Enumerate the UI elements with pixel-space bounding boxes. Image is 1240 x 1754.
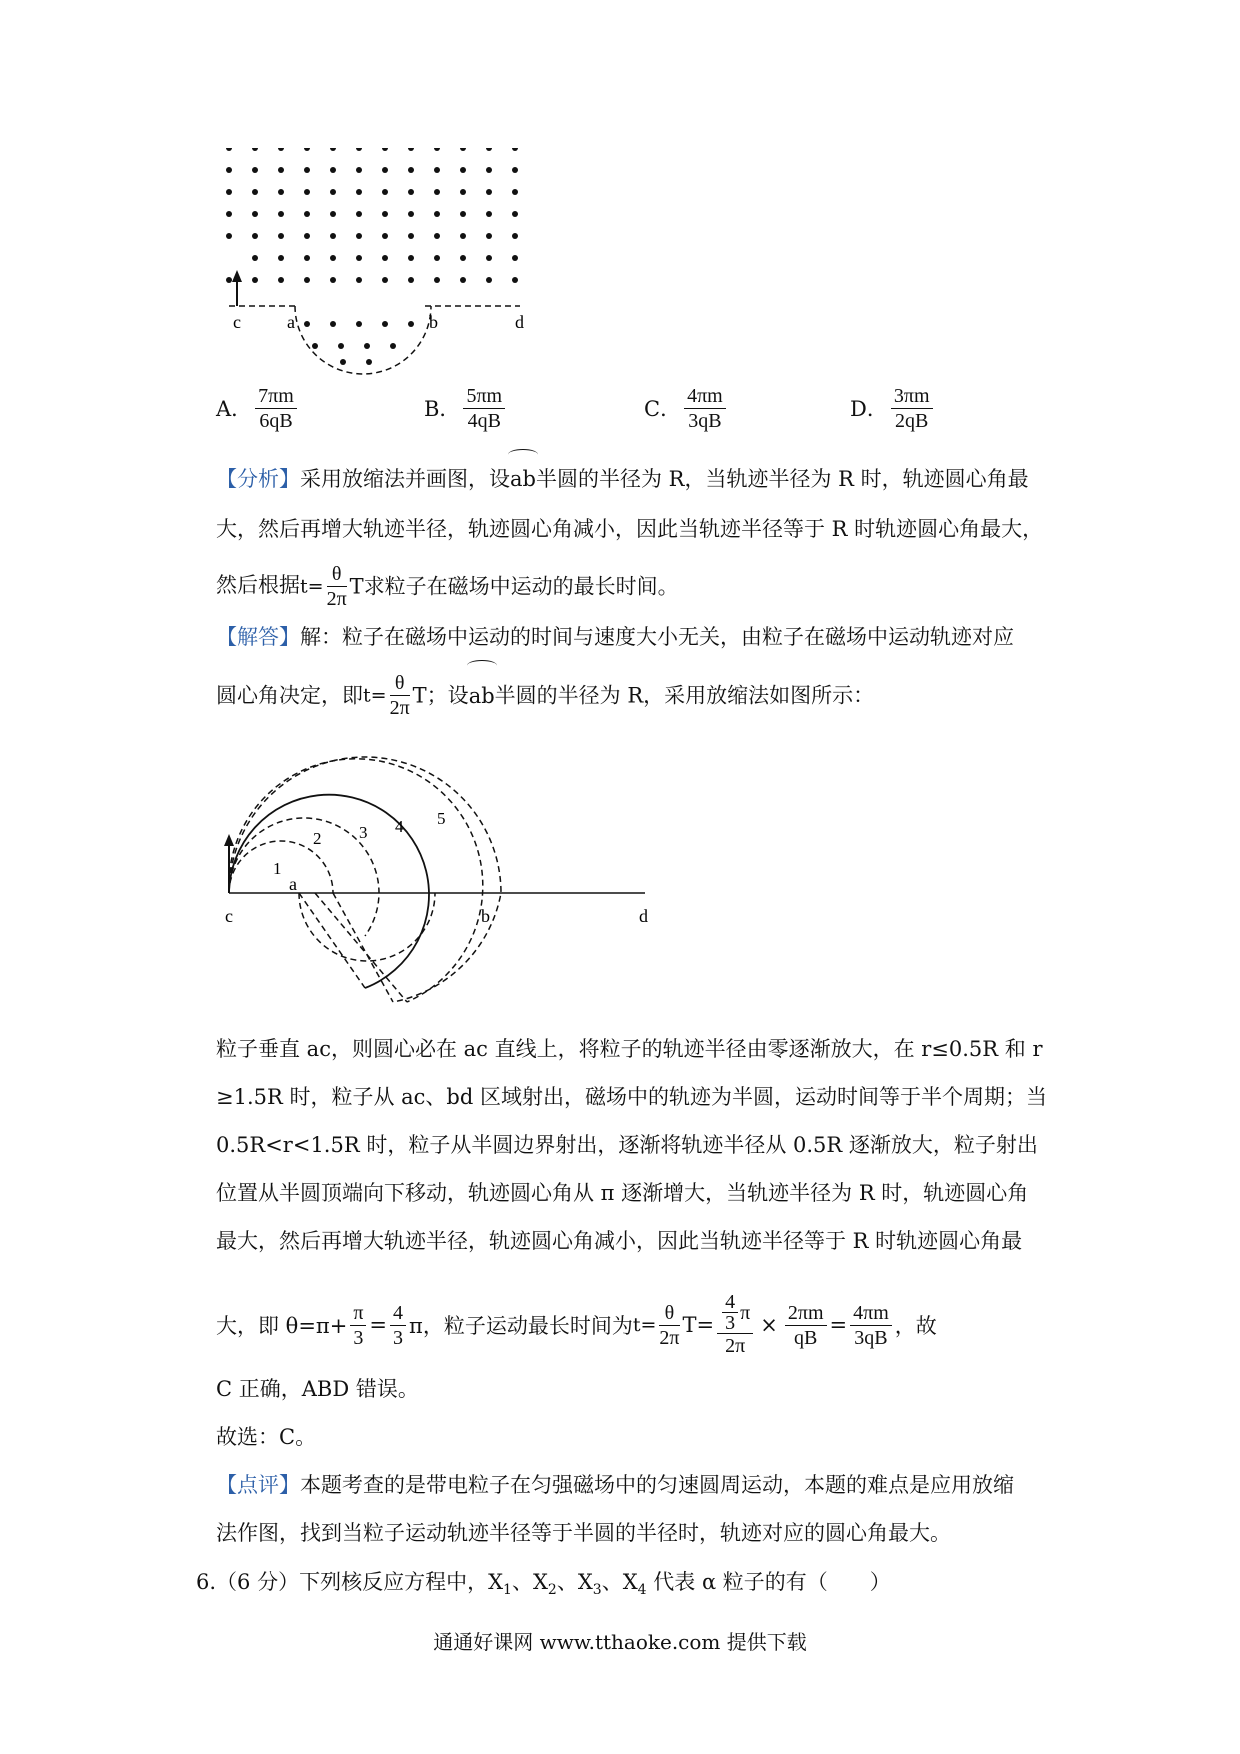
field-dot — [486, 233, 492, 239]
eq-frac4-pi: π — [740, 1301, 751, 1324]
body-line-4: 位置从半圆顶端向下移动，轨迹圆心角从 π 逐渐增大，当轨迹半径为 R 时，轨迹圆心角 — [216, 1181, 1029, 1205]
eq-text-tail: ，故 — [894, 1314, 937, 1338]
fig1-label-c: c — [233, 312, 241, 332]
field-dot — [486, 167, 492, 173]
field-dot — [278, 277, 284, 283]
eq-frac6-num: 4πm — [850, 1301, 892, 1326]
solution-text-2a: 圆心角决定，即 — [216, 683, 363, 708]
option-a-fraction — [255, 384, 297, 433]
field-dot — [486, 189, 492, 195]
eq-t-eq: t= — [632, 1314, 657, 1336]
field-dot — [304, 189, 310, 195]
analysis-arc-ab: ab — [510, 455, 536, 503]
solution-text-2c: 半圆的半径为 R，采用放缩法如图所示： — [494, 683, 875, 708]
analysis-line-1 — [216, 455, 1046, 503]
eq-frac5-den: qB — [794, 1326, 818, 1349]
field-dot — [460, 167, 466, 173]
field-dot — [434, 189, 440, 195]
field-dot — [226, 277, 232, 283]
field-dot — [382, 148, 388, 151]
field-dot — [460, 148, 466, 151]
field-dot — [330, 148, 336, 151]
field-dot — [330, 211, 336, 217]
fig2-label-d: d — [639, 906, 648, 926]
field-dot — [356, 148, 362, 151]
field-dot — [278, 211, 284, 217]
eq-frac6-den: 3qB — [854, 1326, 888, 1349]
solution-frac-den: 2π — [389, 697, 410, 719]
body-line-5: 最大，然后再增大轨迹半径，轨迹圆心角减小，因此当轨迹半径等于 R 时轨迹圆心角最 — [216, 1229, 1023, 1253]
field-dot — [252, 255, 258, 261]
field-dot — [390, 343, 396, 349]
eq-frac4-num — [717, 1292, 753, 1334]
fig2-label-a: a — [289, 874, 297, 894]
eq-frac-compound — [717, 1292, 753, 1358]
field-dot — [356, 211, 362, 217]
option-c[interactable] — [644, 380, 729, 436]
field-dot — [512, 189, 518, 195]
field-dot — [356, 233, 362, 239]
question-6-sep-2: 、X — [556, 1570, 593, 1594]
field-dot — [382, 189, 388, 195]
fig2-label-3: 3 — [359, 823, 368, 842]
field-dot — [460, 277, 466, 283]
question-6-sub-3: 3 — [592, 1582, 602, 1599]
eq-frac-theta — [659, 1301, 679, 1350]
fig2-label-1: 1 — [273, 859, 282, 878]
field-dot — [434, 233, 440, 239]
field-dot — [304, 211, 310, 217]
field-dot — [278, 255, 284, 261]
eq-equals-1: = — [369, 1313, 388, 1337]
question-6-text-a: （6 分）下列核反应方程中，X — [216, 1570, 504, 1594]
field-dot — [226, 233, 232, 239]
option-d-den: 2qB — [895, 409, 929, 432]
field-dot — [460, 211, 466, 217]
analysis-frac-den: 2π — [326, 588, 347, 610]
field-dot — [460, 189, 466, 195]
analysis-text-3b: 求粒子在磁场中运动的最长时间。 — [363, 574, 679, 599]
option-b-num: 5πm — [463, 384, 505, 409]
field-dot — [408, 211, 414, 217]
question-6-sub-4: 4 — [637, 1582, 647, 1599]
field-dot — [304, 148, 310, 151]
solution-line-1 — [216, 613, 1046, 661]
option-d-fraction — [891, 384, 933, 433]
eq-frac3-num: θ — [659, 1301, 679, 1326]
field-dot — [382, 211, 388, 217]
field-dot — [252, 167, 258, 173]
field-dot — [366, 359, 372, 365]
field-dot — [512, 255, 518, 261]
field-dot — [330, 167, 336, 173]
comment-line-1 — [216, 1461, 1046, 1509]
question-6-text-b: 代表 α 粒子的有（ ） — [646, 1570, 891, 1594]
body-equation-line — [216, 1270, 937, 1380]
analysis-text-3a: 然后根据 — [216, 573, 300, 597]
option-c-den: 3qB — [688, 409, 722, 432]
analysis-T: T — [349, 574, 364, 599]
field-dot — [408, 167, 414, 173]
solution-t-eq: t= — [363, 684, 387, 707]
field-dot — [382, 167, 388, 173]
solution-text-1: 解：粒子在磁场中运动的时间与速度大小无关，由粒子在磁场中运动轨迹对应 — [300, 625, 1014, 649]
solution-fraction — [390, 671, 410, 720]
analysis-t-eq: t= — [300, 575, 324, 598]
eq-frac1-num: π — [350, 1301, 366, 1326]
field-dot — [434, 277, 440, 283]
field-dot — [486, 211, 492, 217]
field-dot — [338, 343, 344, 349]
field-dot — [330, 277, 336, 283]
field-dot — [226, 148, 232, 151]
eq-equals-2: = — [829, 1313, 848, 1337]
body-line-2: ≥1.5R 时，粒子从 ac、bd 区域射出，磁场中的轨迹为半圆，运动时间等于半个周期；当 — [216, 1085, 1047, 1109]
field-dot — [278, 148, 284, 151]
field-dot — [278, 233, 284, 239]
option-b-den: 4qB — [467, 409, 501, 432]
eq-frac1-den: 3 — [353, 1326, 364, 1349]
analysis-text-1a: 采用放缩法并画图，设 — [300, 467, 510, 491]
eq-times: × — [760, 1313, 778, 1337]
field-dot — [408, 277, 414, 283]
figure-1-field-diagram — [215, 148, 535, 378]
option-b-fraction — [463, 384, 505, 433]
body-line-7: C 正确，ABD 错误。 — [216, 1377, 419, 1401]
analysis-frac-num: θ — [327, 562, 347, 587]
field-dot — [278, 189, 284, 195]
body-line-8: 故选：C。 — [216, 1425, 317, 1449]
question-6-number: 6. — [196, 1570, 217, 1594]
field-dot — [486, 277, 492, 283]
fig2-label-c: c — [225, 906, 233, 926]
field-dot — [226, 167, 232, 173]
field-dot — [434, 148, 440, 151]
analysis-fraction — [327, 562, 347, 611]
body-line-3: 0.5R<r<1.5R 时，粒子从半圆边界射出，逐渐将轨迹半径从 0.5R 逐渐放大，粒子射出 — [216, 1133, 1038, 1157]
fig1-label-b: b — [429, 312, 438, 332]
field-dot — [460, 255, 466, 261]
field-dot — [408, 233, 414, 239]
field-dot — [304, 167, 310, 173]
eq-frac4-inner — [722, 1292, 738, 1333]
option-c-fraction — [684, 384, 726, 433]
option-a[interactable] — [216, 380, 300, 436]
fig2-label-b: b — [481, 906, 490, 926]
option-c-num: 4πm — [684, 384, 726, 409]
solution-line-2 — [216, 664, 1046, 726]
eq-frac3-den: 2π — [659, 1326, 680, 1349]
field-dot — [382, 255, 388, 261]
field-dot — [330, 189, 336, 195]
option-c-letter: C． — [644, 397, 682, 421]
field-dot — [486, 255, 492, 261]
field-dot — [382, 233, 388, 239]
question-6 — [196, 1558, 891, 1614]
field-dot — [252, 189, 258, 195]
field-dot — [364, 343, 370, 349]
comment-line-2: 法作图，找到当粒子运动轨迹半径等于半圆的半径时，轨迹对应的圆心角最大。 — [216, 1521, 951, 1545]
field-dot — [408, 189, 414, 195]
field-dot — [512, 167, 518, 173]
eq-frac-2pim — [785, 1301, 827, 1350]
field-dot — [226, 211, 232, 217]
solution-arc-ab: ab — [469, 666, 495, 726]
field-dot — [252, 211, 258, 217]
field-dot — [460, 233, 466, 239]
field-dot — [252, 233, 258, 239]
analysis-line-3 — [216, 555, 1046, 617]
eq-frac5-num: 2πm — [785, 1301, 827, 1326]
field-dot — [356, 255, 362, 261]
solution-tag: 【解答】 — [216, 625, 300, 649]
eq-text-middle: π，粒子运动最长时间为 — [409, 1314, 633, 1338]
option-b-letter: B． — [424, 397, 461, 421]
field-dot — [278, 167, 284, 173]
analysis-text-1b: 半圆的半径为 R，当轨迹半径为 R 时，轨迹圆心角最 — [535, 467, 1029, 491]
field-dot — [512, 277, 518, 283]
option-a-den: 6qB — [259, 409, 293, 432]
figure-2-trajectory-diagram — [215, 740, 675, 1020]
question-6-sep-1: 、X — [511, 1570, 548, 1594]
option-d[interactable] — [850, 380, 936, 436]
question-6-sub-1: 1 — [503, 1582, 512, 1599]
option-d-letter: D． — [850, 397, 888, 421]
field-dot — [304, 277, 310, 283]
question-6-sub-2: 2 — [547, 1582, 557, 1599]
fig2-label-2: 2 — [313, 829, 322, 848]
eq-frac2-num: 4 — [390, 1301, 406, 1326]
page-footer: 通通好课网 www.tthaoke.com 提供下载 — [433, 1630, 807, 1654]
analysis-line-2: 大，然后再增大轨迹半径，轨迹圆心角减小，因此当轨迹半径等于 R 时轨迹圆心角最大， — [216, 517, 1044, 541]
eq-frac-4pim — [850, 1301, 892, 1350]
eq-frac2-den: 3 — [393, 1326, 404, 1349]
option-a-letter: A． — [216, 397, 253, 421]
field-dot — [356, 167, 362, 173]
eq-text-start: 大，即 θ=π+ — [216, 1314, 348, 1338]
eq-frac4-inner-den: 3 — [725, 1312, 736, 1334]
eq-frac4-inner-num: 4 — [722, 1292, 738, 1313]
field-dot — [486, 148, 492, 151]
field-dot — [330, 255, 336, 261]
field-dot — [408, 255, 414, 261]
field-dot — [312, 343, 318, 349]
eq-frac4-den: 2π — [725, 1335, 746, 1357]
field-dot — [330, 321, 336, 327]
field-dot — [304, 233, 310, 239]
field-dot — [252, 277, 258, 283]
comment-text-1: 本题考查的是带电粒子在匀强磁场中的匀速圆周运动，本题的难点是应用放缩 — [300, 1473, 1014, 1497]
field-dot — [356, 321, 362, 327]
field-dot — [512, 148, 518, 151]
solution-frac-num: θ — [390, 671, 410, 696]
field-dot — [340, 359, 346, 365]
comment-tag: 【点评】 — [216, 1473, 300, 1497]
fig2-label-4: 4 — [395, 817, 404, 836]
field-dot — [408, 148, 414, 151]
fig2-label-5: 5 — [437, 809, 446, 828]
field-dot — [408, 321, 414, 327]
question-6-sep-3: 、X — [601, 1570, 638, 1594]
fig1-label-d: d — [515, 312, 524, 332]
field-dot — [304, 321, 310, 327]
fig1-label-a: a — [287, 312, 295, 332]
eq-T: T= — [682, 1313, 715, 1337]
field-dot — [382, 321, 388, 327]
field-dot — [226, 189, 232, 195]
analysis-tag: 【分析】 — [216, 467, 300, 491]
eq-frac-4-3 — [390, 1301, 406, 1350]
field-dot — [434, 255, 440, 261]
field-dot — [512, 233, 518, 239]
field-dot — [382, 277, 388, 283]
field-dot — [512, 211, 518, 217]
eq-frac-pi-3 — [350, 1301, 366, 1350]
field-dot — [330, 233, 336, 239]
field-dot — [434, 167, 440, 173]
body-line-1: 粒子垂直 ac，则圆心必在 ac 直线上，将粒子的轨迹半径由零逐渐放大，在 r≤0.5R 和 r — [216, 1037, 1043, 1061]
field-dot — [434, 211, 440, 217]
field-dot — [252, 148, 258, 151]
option-d-num: 3πm — [891, 384, 933, 409]
field-dot — [356, 277, 362, 283]
field-dot — [356, 189, 362, 195]
solution-text-2b: T；设 — [412, 683, 469, 708]
option-b[interactable] — [424, 380, 508, 436]
option-a-num: 7πm — [255, 384, 297, 409]
field-dot — [304, 255, 310, 261]
